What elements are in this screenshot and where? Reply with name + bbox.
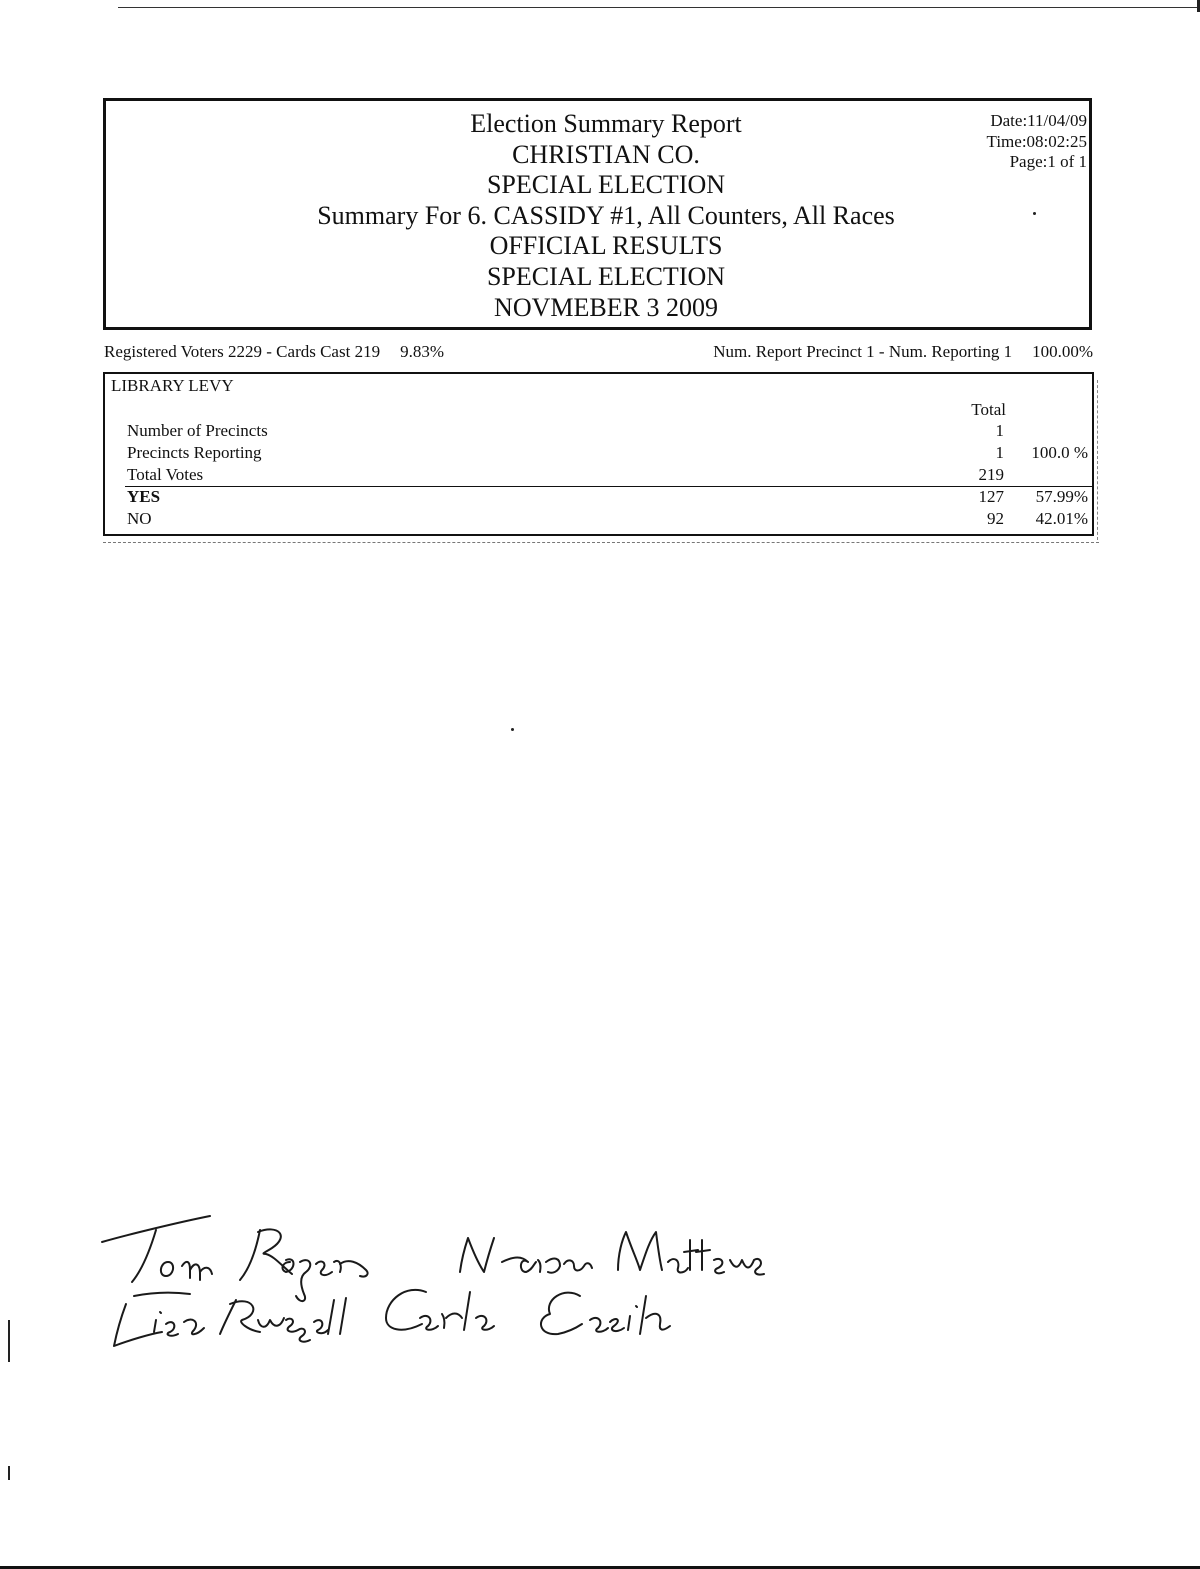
table-row bbox=[105, 420, 1092, 442]
report-header-box bbox=[103, 98, 1092, 330]
row-total: 1 bbox=[995, 421, 1004, 440]
scan-shadow-edge bbox=[103, 538, 1099, 543]
precinct-reporting-text: Num. Report Precinct 1 - Num. Reporting 1 bbox=[713, 342, 1013, 361]
election-date: NOVMEBER 3 2009 bbox=[494, 292, 718, 322]
scan-edge-top bbox=[118, 0, 1200, 8]
summary-scope: Summary For 6. CASSIDY #1, All Counters, All Races bbox=[317, 200, 895, 230]
scan-speck bbox=[1033, 212, 1036, 215]
signature-tom-rogers bbox=[102, 1216, 368, 1301]
row-label: Total Votes bbox=[127, 465, 204, 484]
row-total: 219 bbox=[978, 465, 1004, 484]
turnout-percent: 9.83% bbox=[400, 342, 444, 361]
row-label: Number of Precincts bbox=[127, 421, 268, 440]
report-date: Date:11/04/09 bbox=[990, 111, 1087, 130]
table-row bbox=[105, 486, 1092, 508]
choice-percent: 42.01% bbox=[1035, 509, 1088, 528]
choice-votes: 92 bbox=[987, 509, 1004, 528]
registered-voters-summary bbox=[104, 342, 444, 362]
choice-label: YES bbox=[127, 487, 161, 506]
signature-carla-easih bbox=[386, 1290, 670, 1334]
report-page: Page:1 of 1 bbox=[1009, 152, 1087, 171]
table-row bbox=[105, 442, 1092, 464]
row-percent: 100.0 % bbox=[1031, 443, 1088, 462]
precinct-reporting-summary bbox=[713, 342, 1093, 362]
registered-voters-text: Registered Voters 2229 - Cards Cast 219 bbox=[104, 342, 381, 361]
race-title: LIBRARY LEVY bbox=[111, 376, 234, 395]
signature-lisa-russell bbox=[114, 1293, 346, 1346]
scan-margin-mark bbox=[8, 1466, 10, 1480]
choice-percent: 57.99% bbox=[1035, 487, 1088, 506]
results-status: OFFICIAL RESULTS bbox=[489, 231, 723, 261]
choice-votes: 127 bbox=[978, 487, 1004, 506]
handwritten-signatures bbox=[90, 1200, 810, 1360]
race-results-box bbox=[103, 372, 1094, 536]
total-column-header: Total bbox=[971, 400, 1006, 419]
election-name: SPECIAL ELECTION bbox=[486, 261, 726, 291]
row-label: Precincts Reporting bbox=[127, 443, 262, 462]
report-title: Election Summary Report bbox=[470, 109, 742, 138]
signature-marian-matthews bbox=[460, 1232, 764, 1275]
scan-margin-mark bbox=[8, 1320, 10, 1362]
report-header-title-block bbox=[106, 109, 1106, 323]
county-name: CHRISTIAN CO. bbox=[512, 139, 700, 169]
scan-shadow-edge bbox=[1097, 380, 1098, 540]
report-meta bbox=[987, 111, 1087, 173]
table-row bbox=[105, 464, 1092, 486]
table-row bbox=[105, 508, 1092, 530]
scan-speck bbox=[511, 728, 514, 731]
report-time: Time:08:02:25 bbox=[986, 131, 1087, 151]
row-total: 1 bbox=[995, 443, 1004, 462]
reporting-percent: 100.00% bbox=[1032, 342, 1093, 361]
choice-label: NO bbox=[127, 509, 152, 528]
election-type: SPECIAL ELECTION bbox=[486, 170, 726, 200]
